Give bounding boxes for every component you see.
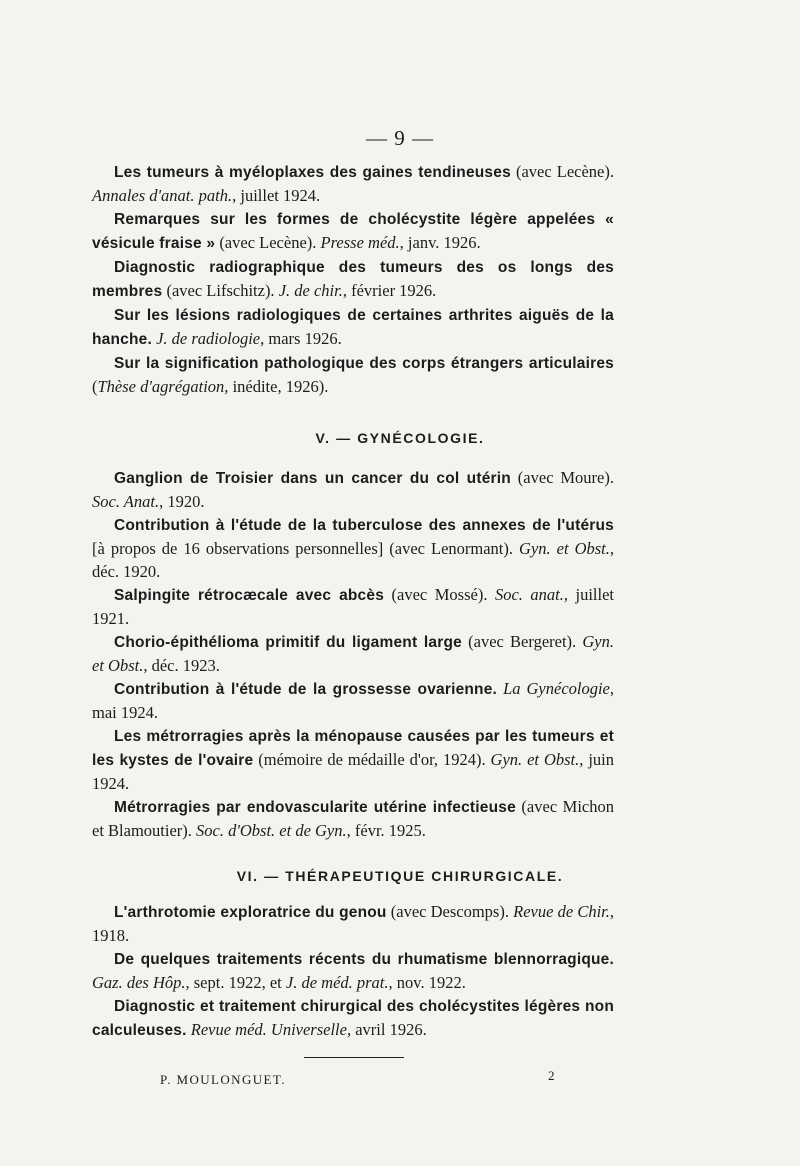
publication-entry: Sur les lésions radiologiques de certaines arthrites aiguës de la hanche. J. de radiologie, mars 1926. [92, 307, 614, 348]
publication-entry: Les tumeurs à myéloplaxes des gaines tendineuses (avec Lecène). Annales d'anat. path., juillet 1924. [92, 162, 614, 205]
journal-name: Annales d'anat. path. [92, 186, 233, 205]
journal-name: J. de radiologie, [156, 329, 265, 348]
entry-title: Métrorragies par endovascularite utérine infectieuse [114, 799, 516, 816]
entry-title: Sur les lésions radiologiques de certaines arthrites aiguës de la hanche. [92, 307, 614, 348]
publication-entry: Les métrorragies après la ménopause causées par les tumeurs et les kystes de l'ovaire (mémoire de médaille d'or, 1924). Gyn. et Obst., juin 1924. [92, 728, 614, 793]
publication-entry: Contribution à l'étude de la tuberculose des annexes de l'utérus [à propos de 16 observations personnelles] (avec Lenormant). Gyn. et Obst., déc. 1920. [92, 517, 615, 581]
journal-name: Gyn. et Obst. [519, 539, 610, 558]
publication-entry: Ganglion de Troisier dans un cancer du col utérin (avec Moure). Soc. Anat., 1920. [92, 468, 614, 511]
author-name: P. MOULONGUET. [160, 1072, 286, 1087]
entry-title: Contribution à l'étude de la tuberculose des annexes de l'utérus [114, 517, 614, 534]
publication-entry: Contribution à l'étude de la grossesse ovarienne. La Gynécologie, mai 1924. [92, 679, 615, 722]
journal-name: J. de chir. [278, 281, 343, 300]
publication-entry: Diagnostic et traitement chirurgical des cholécystites légères non calculeuses. Revue méd. Universelle, avril 1926. [92, 998, 614, 1039]
entry-title: Chorio-épithélioma primitif du ligament large [114, 634, 462, 651]
publication-entry: Diagnostic radiographique des tumeurs des os longs des membres (avec Lifschitz). J. de chir., février 1926. [92, 259, 614, 300]
journal-name: Thèse d'agrégation, [97, 377, 229, 396]
journal-name: Revue de Chir. [513, 902, 610, 921]
entry-title: Sur la signification pathologique des corps étrangers articulaires [114, 355, 614, 372]
publication-list-continued [92, 160, 614, 398]
journal-name: J. de méd. prat. [285, 973, 389, 992]
publication-entry: Sur la signification pathologique des corps étrangers articulaires (Thèse d'agrégation, inédite, 1926). [92, 355, 614, 396]
publication-entry: Chorio-épithélioma primitif du ligament large (avec Bergeret). Gyn. et Obst., déc. 1923. [92, 632, 614, 675]
entry-title: Diagnostic et traitement chirurgical des cholécystites légères non calculeuses. [92, 998, 614, 1039]
entry-title: L'arthrotomie exploratrice du genou [114, 904, 387, 921]
page-number: — 9 — [366, 126, 434, 150]
journal-name: La Gynécologie, [503, 679, 615, 698]
entry-title: Contribution à l'étude de la grossesse ovarienne. [114, 681, 498, 698]
entry-title: Ganglion de Troisier dans un cancer du col utérin [114, 470, 511, 487]
publication-list-therapeutique [92, 900, 614, 1042]
publication-entry: Métrorragies par endovascularite utérine infectieuse (avec Michon et Blamoutier). Soc. d'Obst. et de Gyn., févr. 1925. [92, 797, 614, 840]
entry-title: Les tumeurs à myéloplaxes des gaines tendineuses [114, 164, 511, 181]
journal-name: Revue méd. Universelle, [190, 1020, 352, 1039]
journal-name: Gyn. et Obst. [92, 632, 614, 675]
journal-name: Soc. anat. [494, 585, 564, 604]
entry-title: Salpingite rétrocæcale avec abcès [114, 587, 385, 604]
journal-name: Gyn. et Obst. [490, 750, 580, 769]
entry-title: Les métrorragies après la ménopause causées par les tumeurs et les kystes de l'ovaire [92, 728, 614, 769]
signature-mark: 2 [548, 1068, 555, 1083]
section-heading-therapeutique: VI. — THÉRAPEUTIQUE CHIRURGICALE. [236, 868, 564, 884]
publication-entry: Remarques sur les formes de cholécystite légère appelées « vésicule fraise » (avec Lecène). Presse méd., janv. 1926. [92, 211, 614, 252]
entry-title: De quelques traitements récents du rhumatisme blennorragique. [114, 951, 614, 968]
section-heading-gynecologie: V. — GYNÉCOLOGIE. [315, 430, 485, 446]
journal-name: Soc. d'Obst. et de Gyn. [196, 821, 347, 840]
publication-entry: De quelques traitements récents du rhumatisme blennorragique. Gaz. des Hôp., sept. 1922, et J. de méd. prat., nov. 1922. [92, 951, 614, 992]
journal-name: Presse méd. [320, 233, 400, 252]
footer-divider [304, 1057, 404, 1058]
entry-title: Diagnostic radiographique des tumeurs des os longs des membres [92, 259, 614, 300]
journal-name: Soc. Anat. [92, 492, 160, 511]
journal-name: Gaz. des Hôp. [92, 973, 186, 992]
publication-list-gynecologie [92, 466, 614, 842]
publication-entry: Salpingite rétrocæcale avec abcès (avec Mossé). Soc. anat., juillet 1921. [92, 585, 614, 628]
publication-entry: L'arthrotomie exploratrice du genou (avec Descomps). Revue de Chir., 1918. [92, 902, 615, 945]
entry-title: Remarques sur les formes de cholécystite légère appelées « vésicule fraise » [92, 211, 614, 252]
